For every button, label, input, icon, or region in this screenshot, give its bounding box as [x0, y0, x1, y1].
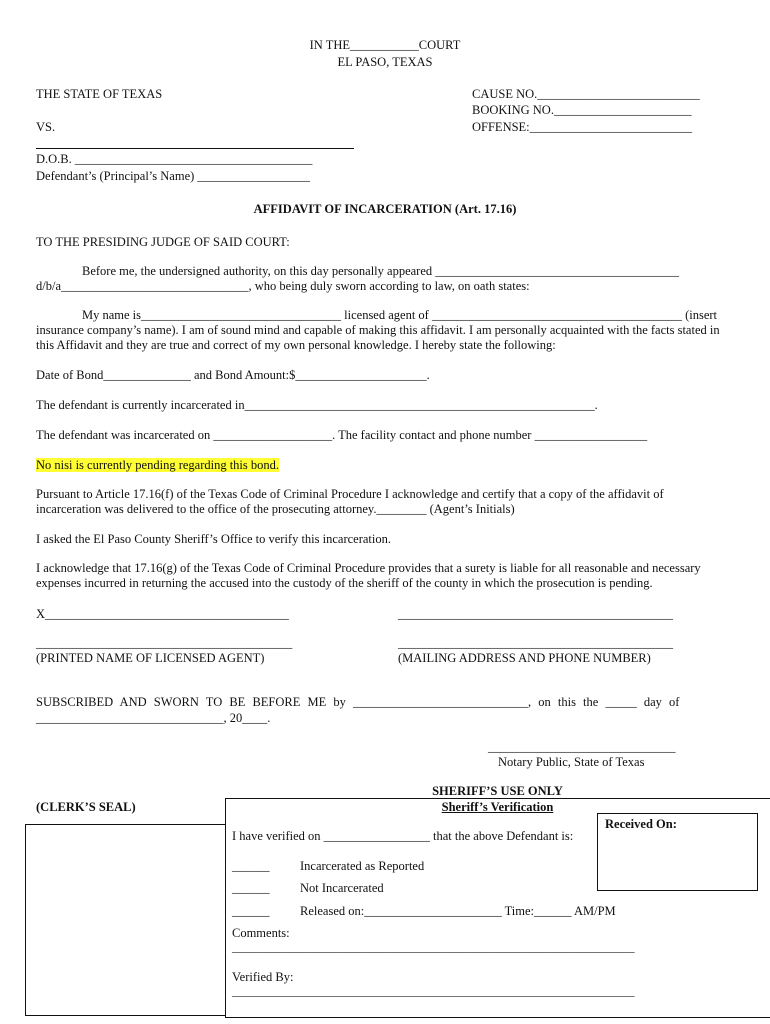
received-on-label: Received On:: [605, 817, 677, 831]
verified-on-line[interactable]: I have verified on _________________ that the above Defendant is:: [232, 829, 574, 843]
sworn-line-2[interactable]: ______________________________, 20____.: [36, 711, 271, 725]
option-incarcerated-blank[interactable]: ______: [232, 859, 270, 873]
right-signature-line-1[interactable]: ____________________________________________: [398, 607, 673, 621]
option-released-blank[interactable]: ______: [232, 904, 270, 918]
notary-signature-line[interactable]: ______________________________: [488, 740, 676, 754]
cause-no-field[interactable]: CAUSE NO.__________________________: [472, 87, 700, 101]
defendant-name-field[interactable]: Defendant’s (Principal’s Name) __________________: [36, 169, 310, 183]
comments-label: Comments:: [232, 926, 290, 940]
appeared-line-1[interactable]: Before me, the undersigned authority, on this day personally appeared _______________________________________: [82, 264, 679, 278]
agent-name-line-1[interactable]: My name is________________________________ licensed agent of ________________________________________ (insert: [82, 308, 718, 322]
court-line: IN THE___________COURT: [309, 38, 461, 52]
verified-by-label: Verified By:: [232, 970, 294, 984]
acknowledge-line-1: I acknowledge that 17.16(g) of the Texas Code of Criminal Procedure provides that a surety is liable for all reasonable and necessary: [36, 561, 701, 575]
option-released-line[interactable]: Released on:______________________ Time:______ AM/PM: [300, 904, 616, 918]
sheriff-use-only-title: SHERIFF’S USE ONLY: [432, 784, 563, 798]
affidavit-title: AFFIDAVIT OF INCARCERATION (Art. 17.16): [253, 202, 517, 216]
bond-line[interactable]: Date of Bond______________ and Bond Amount:$_____________________.: [36, 368, 430, 382]
incarcerated-in-line[interactable]: The defendant is currently incarcerated in________________________________________________________.: [36, 398, 598, 412]
nisi-statement: [36, 458, 279, 473]
notary-label: Notary Public, State of Texas: [498, 755, 645, 769]
nisi-highlight: No nisi is currently pending regarding this bond.: [36, 458, 280, 472]
sworn-line-1[interactable]: SUBSCRIBED AND SWORN TO BE BEFORE ME by ____________________________, on this the _____ day of: [36, 695, 680, 709]
incarcerated-on-line[interactable]: The defendant was incarcerated on ___________________. The facility contact and phone number __________________: [36, 428, 648, 442]
comments-line[interactable]: ______________________________________________________________________: [232, 942, 635, 954]
pursuant-line-1: Pursuant to Article 17.16(f) of the Texas Code of Criminal Procedure I acknowledge and certify that a copy of the affidavit of: [36, 487, 664, 501]
option-not-incarcerated-blank[interactable]: ______: [232, 881, 270, 895]
sheriff-verification-title: Sheriff’s Verification: [441, 800, 554, 814]
acknowledge-line-2: expenses incurred in returning the accused into the custody of the sheriff of the county in which the prosecution is pending.: [36, 576, 653, 590]
pursuant-line-2[interactable]: incarceration was delivered to the office of the prosecuting attorney.________ (Agent’s Initials): [36, 502, 515, 516]
state-label: THE STATE OF TEXAS: [36, 87, 163, 101]
printed-name-label: (PRINTED NAME OF LICENSED AGENT): [36, 651, 265, 665]
mailing-address-label: (MAILING ADDRESS AND PHONE NUMBER): [398, 651, 651, 665]
clerk-seal-box: [25, 824, 226, 1016]
vs-label: VS.: [36, 120, 56, 134]
asked-sheriff-line: I asked the El Paso County Sheriff’s Office to verify this incarceration.: [36, 532, 391, 546]
agent-name-line-3: this Affidavit and they are true and correct of my own personal knowledge. I hereby state the following:: [36, 338, 556, 352]
verified-by-line[interactable]: ______________________________________________________________________: [232, 986, 635, 998]
defendant-name-line[interactable]: [36, 148, 354, 149]
salutation: TO THE PRESIDING JUDGE OF SAID COURT:: [36, 235, 290, 249]
appeared-line-2[interactable]: d/b/a______________________________, who being duly sworn according to law, on oath states:: [36, 279, 530, 293]
clerk-seal-label: (CLERK’S SEAL): [36, 800, 136, 814]
booking-no-field[interactable]: BOOKING NO.______________________: [472, 103, 692, 117]
court-location: EL PASO, TEXAS: [337, 55, 433, 69]
option-not-incarcerated-label: Not Incarcerated: [300, 881, 384, 895]
agent-signature-line[interactable]: X_______________________________________: [36, 607, 289, 621]
dob-field[interactable]: D.O.B. ______________________________________: [36, 152, 313, 166]
mailing-address-line[interactable]: ____________________________________________: [398, 636, 673, 650]
agent-name-line-2: insurance company’s name). I am of sound mind and capable of making this affidavit. I am personally acquainted with the facts stated in: [36, 323, 720, 337]
printed-name-line[interactable]: _________________________________________: [36, 636, 293, 650]
option-incarcerated-label: Incarcerated as Reported: [300, 859, 425, 873]
offense-field[interactable]: OFFENSE:__________________________: [472, 120, 693, 134]
